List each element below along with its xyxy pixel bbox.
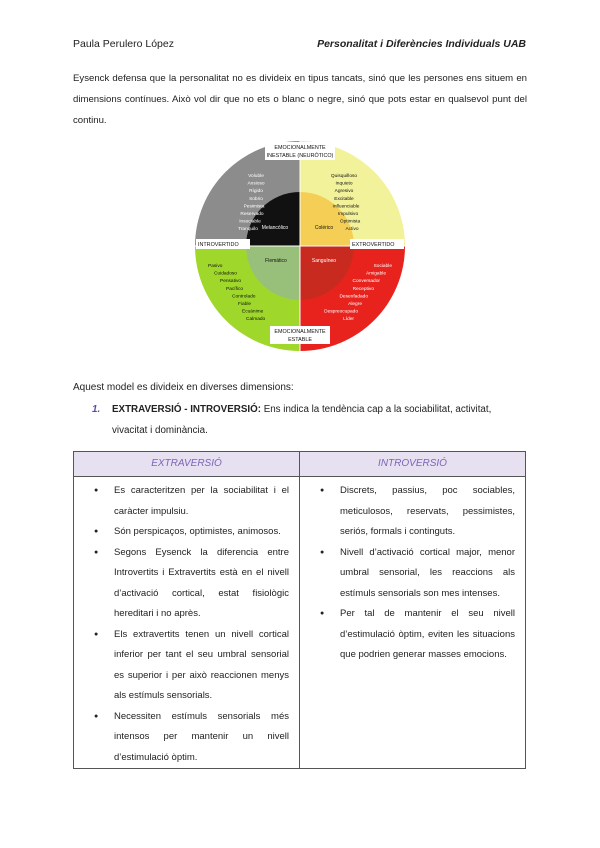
trait-word: Tranquilo [238, 227, 258, 233]
trait-word: Excitable [334, 196, 354, 202]
list-title: EXTRAVERSIÓ - INTROVERSIÓ: [112, 404, 261, 415]
trait-word: Ansioso [247, 181, 265, 187]
trait-word: Pacífico [226, 286, 244, 292]
trait-word: Pesimista [243, 204, 265, 210]
list-item: ● Per tal de mantenir el seu nivell d’estimulació òptim, eviten les situacions que podrien generar masses emocions. [318, 604, 515, 666]
trait-word: Rígido [249, 189, 263, 195]
trait-word: Despreocupado [324, 309, 358, 315]
header-author: Paula Perulero López [73, 38, 174, 50]
trait-word: Reservado [240, 212, 264, 217]
trait-word: Sobrio [249, 196, 263, 202]
trait-word: Impulsivo [337, 212, 359, 217]
label-unstable-1: EMOCIONALMENTE [274, 145, 326, 151]
list-item: ● Són perspicaços, optimistes, animosos. [92, 522, 289, 543]
list-item: ● Nivell d’activació cortical major, menor umbral sensorial, les reaccions als estímuls sensorials son mes intenses. [318, 543, 515, 605]
label-stable-2: ESTABLE [288, 337, 312, 343]
header-extraversion: EXTRAVERSIÓ [74, 452, 300, 476]
list-item-extraversion [92, 399, 527, 441]
intro-paragraph: Eysenck defensa que la personalitat no es divideix en tipus tancats, sinó que les persones ens situem en dimensions contínues. Això vol dir que no ets o blanc o negre, sinó que pots estar en qualsevol punt del continu. [73, 73, 527, 126]
trait-word: Influenciable [332, 204, 360, 210]
eysenck-personality-diagram [192, 138, 408, 354]
inner-label-choleric: Colérico [314, 225, 334, 231]
list-item: ● Es caracteritzen per la sociabilitat i el caràcter impulsiu. [92, 481, 289, 522]
trait-word: Fiable [238, 302, 252, 307]
trait-word: Desenfadado [339, 294, 368, 300]
trait-word: Agresivo [334, 189, 354, 195]
trait-word: Insociable [239, 219, 261, 225]
list-text: Ens indica la tendència cap a la sociabilitat, activitat, vivacitat i dominància. [112, 404, 492, 436]
trait-word: Alegre [348, 302, 362, 307]
trait-word: Inquieto [335, 181, 353, 187]
trait-word: Calmado [246, 317, 266, 323]
trait-word: Controlado [232, 294, 256, 300]
trait-word: Voluble [248, 174, 264, 179]
trait-word: Ecuánime [242, 309, 264, 315]
header-course: Personalitat i Diferències Individuals UAB [317, 38, 526, 50]
list-item: ● Discrets, passius, poc sociables, meticulosos, reservats, pessimistes, seriós, formals i continguts. [318, 481, 515, 543]
trait-word: Cuidadoso [214, 271, 237, 277]
trait-word: Optimista [339, 219, 361, 225]
trait-word: Quisquilloso [330, 174, 358, 179]
trait-word: Pensativo [220, 279, 242, 285]
list-item: ● Necessiten estímuls sensorials més intensos per mantenir un nivell d’estimulació òptim. [92, 707, 289, 769]
list-item: ● Segons Eysenck la diferencia entre Introvertits i Extravertits està en el nivell d’activació cortical, estat fisiològic hereditari i no après. [92, 543, 289, 625]
table-body [74, 477, 525, 769]
list-item: ● Els extravertits tenen un nivell cortical inferior per tant el seu umbral sensorial es superior i per això reaccionen menys als estímuls sensorials. [92, 625, 289, 707]
label-extroverted: EXTROVERTIDO [352, 242, 395, 248]
label-unstable-2: INESTABLE (NEURÓTICO) [266, 153, 334, 159]
header-introversion: INTROVERSIÓ [378, 458, 447, 469]
list-number: 1. [92, 404, 101, 415]
extraversion-column [74, 477, 300, 769]
label-stable-1: EMOCIONALMENTE [274, 329, 326, 335]
inner-label-melancholic: Melancólico [261, 225, 289, 231]
trait-word: Pasivo [208, 264, 223, 269]
table-header [74, 452, 525, 477]
trait-word: Conversador [352, 279, 380, 285]
comparison-table [73, 451, 526, 769]
trait-word: Líder [343, 317, 354, 323]
trait-word: Receptivo [352, 286, 374, 292]
inner-label-phlegmatic: Flemático [265, 258, 287, 264]
trait-word: Activo [345, 227, 359, 233]
model-intro: Aquest model es divideix en diverses dimensions: [73, 382, 294, 393]
trait-word: Sociable [373, 264, 392, 269]
trait-word: Amigable [366, 271, 386, 277]
label-introverted: INTROVERTIDO [198, 242, 239, 248]
introversion-column [300, 477, 525, 769]
inner-label-sanguine: Sanguíneo [311, 258, 337, 264]
